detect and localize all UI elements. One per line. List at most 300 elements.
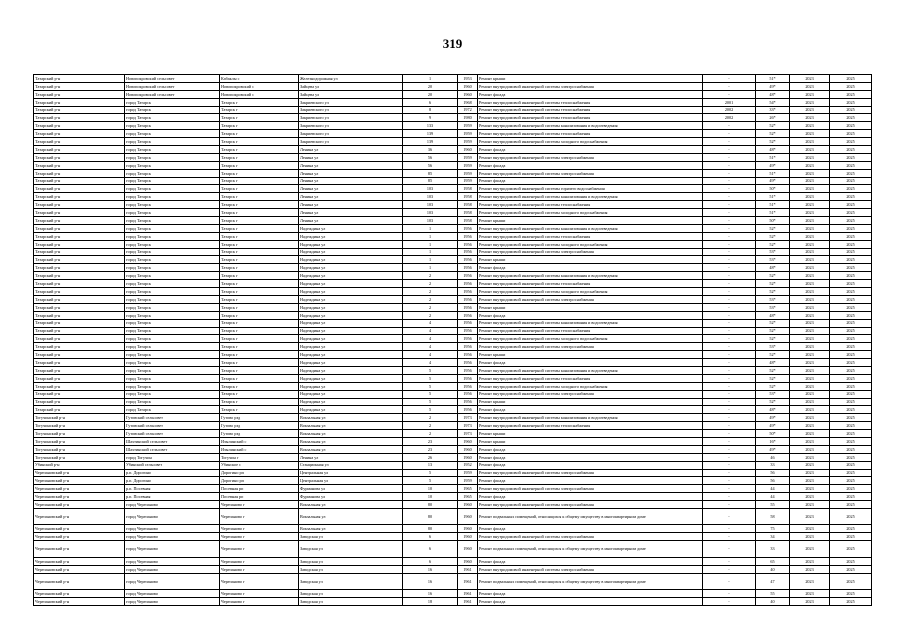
year-to-cell: 2025 [830, 351, 872, 359]
build-year-cell: 1956 [458, 327, 478, 335]
work-type-cell: Ремонт крыши [478, 75, 703, 83]
street-cell: Ленина ул [299, 177, 403, 185]
build-year-cell: 1953 [458, 75, 478, 83]
street-cell: Закриевского ул [299, 98, 403, 106]
municipality-cell: город Черепаново [125, 541, 220, 558]
year-from-cell: 2023 [790, 146, 830, 154]
locality-cell: Новопокровский с [220, 90, 299, 98]
year-to-cell: 2025 [830, 501, 872, 509]
locality-cell: Татарск г [220, 169, 299, 177]
street-cell: Зайцева ул [299, 82, 403, 90]
municipality-cell: город Татарск [125, 138, 220, 146]
table-row [34, 453, 872, 461]
table-row [34, 508, 872, 525]
year-to-cell: 2025 [830, 280, 872, 288]
district-cell: Татарский р-н [34, 398, 125, 406]
district-cell: Татарский р-н [34, 264, 125, 272]
year-from-cell: 2023 [790, 461, 830, 469]
municipality-cell: город Татарск [125, 319, 220, 327]
table-row [34, 469, 872, 477]
municipality-cell: город Татарск [125, 217, 220, 225]
year-to-cell: 2025 [830, 327, 872, 335]
street-cell: Надеждина ул [299, 319, 403, 327]
municipality-cell: Шахтинский сельсовет [125, 445, 220, 453]
street-cell: Надеждина ул [299, 256, 403, 264]
house-number-cell: 26 [403, 453, 458, 461]
year-to-cell: 2025 [830, 256, 872, 264]
dash-cell: - [703, 82, 756, 90]
build-year-cell: 1956 [458, 319, 478, 327]
municipality-cell: город Татарск [125, 280, 220, 288]
number-cell: 52* [756, 398, 790, 406]
year-to-cell: 2025 [830, 193, 872, 201]
work-type-cell: Ремонт внутридомовой инженерной системы электроснабжения [478, 295, 703, 303]
locality-cell: Татарск г [220, 248, 299, 256]
build-year-cell: 1958 [458, 185, 478, 193]
work-type-cell: Ремонт крыши [478, 351, 703, 359]
municipality-cell: город Черепаново [125, 501, 220, 509]
year-from-cell: 2023 [790, 264, 830, 272]
build-year-cell: 1961 [458, 597, 478, 605]
build-year-cell: 1956 [458, 232, 478, 240]
street-cell: Надеждина ул [299, 264, 403, 272]
municipality-cell: город Черепаново [125, 590, 220, 598]
table-row [34, 256, 872, 264]
locality-cell: Татарск г [220, 98, 299, 106]
build-year-cell: 1972 [458, 106, 478, 114]
table-row [34, 477, 872, 485]
year-from-cell: 2023 [790, 565, 830, 573]
year-to-cell: 2025 [830, 209, 872, 217]
street-cell: Железнодорожная ул [299, 75, 403, 83]
municipality-cell: город Татарск [125, 232, 220, 240]
district-cell: Черепановский р-н [34, 493, 125, 501]
district-cell: Татарский р-н [34, 217, 125, 225]
dash-cell: - [703, 508, 756, 525]
table-row [34, 406, 872, 414]
street-cell: Надеждина ул [299, 232, 403, 240]
year-to-cell: 2025 [830, 169, 872, 177]
municipality-cell: город Татарск [125, 311, 220, 319]
locality-cell: Кабаклы с [220, 75, 299, 83]
locality-cell: Убинское с [220, 461, 299, 469]
locality-cell: Татарск г [220, 359, 299, 367]
work-type-cell: Ремонт фасада [478, 597, 703, 605]
district-cell: Татарский р-н [34, 359, 125, 367]
number-cell: 49* [756, 422, 790, 430]
house-number-cell: 9 [403, 114, 458, 122]
number-cell: 51* [756, 209, 790, 217]
number-cell: 52* [756, 280, 790, 288]
build-year-cell: 1959 [458, 153, 478, 161]
street-cell: Вокзальная ул [299, 525, 403, 533]
year-from-cell: 2023 [790, 75, 830, 83]
district-cell: Тогучинский р-н [34, 422, 125, 430]
municipality-cell: город Татарск [125, 106, 220, 114]
dash-cell: 2002 [703, 114, 756, 122]
work-type-cell: Ремонт подвальных помещений, относящихся к общему имуществу в многоквартирном доме [478, 508, 703, 525]
municipality-cell: город Татарск [125, 327, 220, 335]
build-year-cell: 1956 [458, 406, 478, 414]
work-type-cell: Ремонт фасада [478, 161, 703, 169]
house-number-cell: 23 [403, 437, 458, 445]
street-cell: Надеждина ул [299, 351, 403, 359]
build-year-cell: 1961 [458, 573, 478, 590]
municipality-cell: город Татарск [125, 359, 220, 367]
year-from-cell: 2023 [790, 201, 830, 209]
district-cell: Черепановский р-н [34, 501, 125, 509]
year-to-cell: 2025 [830, 98, 872, 106]
work-type-cell: Ремонт крыши [478, 430, 703, 438]
dash-cell: - [703, 240, 756, 248]
build-year-cell: 1965 [458, 485, 478, 493]
house-number-cell: 103 [403, 217, 458, 225]
district-cell: Черепановский р-н [34, 485, 125, 493]
municipality-cell: город Татарск [125, 272, 220, 280]
municipality-cell: р.п. Посевная [125, 493, 220, 501]
build-year-cell: 1958 [458, 217, 478, 225]
municipality-cell: город Татарск [125, 193, 220, 201]
locality-cell: Татарск г [220, 374, 299, 382]
table-row [34, 573, 872, 590]
locality-cell: Тогучин г [220, 453, 299, 461]
year-from-cell: 2023 [790, 366, 830, 374]
number-cell: 47 [756, 573, 790, 590]
build-year-cell: 1959 [458, 130, 478, 138]
locality-cell: Черепаново г [220, 597, 299, 605]
house-number-cell: 103 [403, 201, 458, 209]
work-type-cell: Ремонт внутридомовой инженерной системы электроснабжения [478, 390, 703, 398]
district-cell: Черепановский р-н [34, 565, 125, 573]
street-cell: Заводская ул [299, 565, 403, 573]
table-row [34, 138, 872, 146]
work-type-cell: Ремонт фасада [478, 359, 703, 367]
table-row [34, 597, 872, 605]
dash-cell: - [703, 193, 756, 201]
year-from-cell: 2023 [790, 335, 830, 343]
district-cell: Татарский р-н [34, 75, 125, 83]
dash-cell: - [703, 398, 756, 406]
number-cell: 51* [756, 201, 790, 209]
house-number-cell: 103 [403, 185, 458, 193]
table-row [34, 430, 872, 438]
house-number-cell: 16 [403, 573, 458, 590]
municipality-cell: город Татарск [125, 114, 220, 122]
year-from-cell: 2023 [790, 114, 830, 122]
build-year-cell: 1959 [458, 169, 478, 177]
build-year-cell: 1958 [458, 193, 478, 201]
municipality-cell: город Черепаново [125, 533, 220, 541]
locality-cell: Татарск г [220, 217, 299, 225]
dash-cell: - [703, 374, 756, 382]
year-from-cell: 2023 [790, 209, 830, 217]
number-cell: 52* [756, 240, 790, 248]
dash-cell: - [703, 390, 756, 398]
house-number-cell: 10 [403, 485, 458, 493]
table-row [34, 177, 872, 185]
build-year-cell: 1959 [458, 177, 478, 185]
table-row [34, 130, 872, 138]
year-to-cell: 2025 [830, 295, 872, 303]
municipality-cell: р.п. Посевная [125, 485, 220, 493]
street-cell: Надеждина ул [299, 390, 403, 398]
number-cell: 53* [756, 295, 790, 303]
table-row [34, 122, 872, 130]
district-cell: Татарский р-н [34, 90, 125, 98]
locality-cell: Черепаново г [220, 501, 299, 509]
work-type-cell: Ремонт внутридомовой инженерной системы теплоснабжения [478, 106, 703, 114]
table-row [34, 209, 872, 217]
table-row [34, 114, 872, 122]
district-cell: Тогучинский р-н [34, 430, 125, 438]
locality-cell: Татарск г [220, 138, 299, 146]
street-cell: Надеждина ул [299, 288, 403, 296]
municipality-cell: город Татарск [125, 295, 220, 303]
dash-cell: - [703, 90, 756, 98]
work-type-cell: Ремонт внутридомовой инженерной системы холодного водоснабжения [478, 209, 703, 217]
number-cell: 52* [756, 224, 790, 232]
number-cell: 52* [756, 130, 790, 138]
house-number-cell: 10 [403, 493, 458, 501]
municipality-cell: Новопокровский сельсовет [125, 75, 220, 83]
street-cell: Центральная ул [299, 477, 403, 485]
street-cell: Закриевского ул [299, 130, 403, 138]
municipality-cell: город Татарск [125, 122, 220, 130]
street-cell: Центральная ул [299, 469, 403, 477]
district-cell: Татарский р-н [34, 201, 125, 209]
number-cell: 52* [756, 366, 790, 374]
district-cell: Черепановский р-н [34, 533, 125, 541]
street-cell: Вокзальная ул [299, 414, 403, 422]
municipality-cell: город Черепаново [125, 557, 220, 565]
locality-cell: Дорогино рп [220, 469, 299, 477]
work-type-cell: Ремонт фасада [478, 146, 703, 154]
house-number-cell: 36 [403, 146, 458, 154]
number-cell: 33 [756, 461, 790, 469]
year-to-cell: 2025 [830, 557, 872, 565]
work-type-cell: Ремонт внутридомовой инженерной системы канализования и водоотведения [478, 122, 703, 130]
street-cell: Надеждина ул [299, 303, 403, 311]
district-cell: Татарский р-н [34, 351, 125, 359]
build-year-cell: 1959 [458, 122, 478, 130]
locality-cell: Черепаново г [220, 565, 299, 573]
year-to-cell: 2025 [830, 343, 872, 351]
year-from-cell: 2023 [790, 573, 830, 590]
number-cell: 53* [756, 256, 790, 264]
district-cell: Черепановский р-н [34, 477, 125, 485]
locality-cell: Татарск г [220, 343, 299, 351]
street-cell: Ленина ул [299, 193, 403, 201]
number-cell: 49* [756, 82, 790, 90]
work-type-cell: Ремонт фасада [478, 90, 703, 98]
table-row [34, 382, 872, 390]
dash-cell: - [703, 201, 756, 209]
locality-cell: Татарск г [220, 272, 299, 280]
municipality-cell: город Татарск [125, 343, 220, 351]
district-cell: Татарский р-н [34, 248, 125, 256]
number-cell: 56 [756, 469, 790, 477]
table-row [34, 288, 872, 296]
work-type-cell: Ремонт внутридомовой инженерной системы электроснабжения [478, 533, 703, 541]
build-year-cell: 1956 [458, 351, 478, 359]
build-year-cell: 1960 [458, 445, 478, 453]
build-year-cell: 1956 [458, 240, 478, 248]
year-from-cell: 2023 [790, 169, 830, 177]
municipality-cell: город Татарск [125, 224, 220, 232]
year-from-cell: 2023 [790, 453, 830, 461]
table-row [34, 335, 872, 343]
street-cell: Вокзальная ул [299, 422, 403, 430]
district-cell: Татарский р-н [34, 311, 125, 319]
house-number-cell: 56 [403, 153, 458, 161]
locality-cell: Татарск г [220, 130, 299, 138]
street-cell: Закриевского ул [299, 114, 403, 122]
municipality-cell: р.п. Дорогино [125, 477, 220, 485]
number-cell: 52* [756, 382, 790, 390]
district-cell: Тогучинский р-н [34, 445, 125, 453]
work-type-cell: Ремонт внутридомовой инженерной системы канализования и водоотведения [478, 319, 703, 327]
dash-cell: - [703, 303, 756, 311]
year-to-cell: 2025 [830, 525, 872, 533]
municipality-cell: город Татарск [125, 146, 220, 154]
municipality-cell: город Татарск [125, 382, 220, 390]
district-cell: Татарский р-н [34, 319, 125, 327]
number-cell: 46 [756, 453, 790, 461]
year-to-cell: 2025 [830, 493, 872, 501]
locality-cell: Татарск г [220, 193, 299, 201]
dash-cell: - [703, 597, 756, 605]
municipality-cell: город Татарск [125, 98, 220, 106]
house-number-cell: 13 [403, 461, 458, 469]
locality-cell: Татарск г [220, 390, 299, 398]
number-cell: 53* [756, 343, 790, 351]
table-row [34, 414, 872, 422]
year-to-cell: 2025 [830, 232, 872, 240]
municipality-cell: город Черепаново [125, 573, 220, 590]
year-to-cell: 2025 [830, 138, 872, 146]
work-type-cell: Ремонт внутридомовой инженерной системы теплоснабжения [478, 422, 703, 430]
dash-cell: - [703, 177, 756, 185]
build-year-cell: 1956 [458, 303, 478, 311]
work-type-cell: Ремонт фасада [478, 311, 703, 319]
street-cell: Надеждина ул [299, 406, 403, 414]
dash-cell: - [703, 256, 756, 264]
number-cell: 52* [756, 122, 790, 130]
year-from-cell: 2023 [790, 217, 830, 225]
dash-cell: - [703, 130, 756, 138]
district-cell: Черепановский р-н [34, 557, 125, 565]
district-cell: Тогучинский р-н [34, 437, 125, 445]
work-type-cell: Ремонт фасада [478, 406, 703, 414]
number-cell: 16* [756, 437, 790, 445]
district-cell: Татарский р-н [34, 390, 125, 398]
locality-cell: Татарск г [220, 303, 299, 311]
street-cell: Надеждина ул [299, 280, 403, 288]
locality-cell: Татарск г [220, 177, 299, 185]
district-cell: Татарский р-н [34, 161, 125, 169]
municipality-cell: город Татарск [125, 161, 220, 169]
table-row [34, 280, 872, 288]
house-number-cell: 103 [403, 193, 458, 201]
street-cell: Вокзальная ул [299, 501, 403, 509]
year-to-cell: 2025 [830, 590, 872, 598]
district-cell: Черепановский р-н [34, 469, 125, 477]
dash-cell: - [703, 319, 756, 327]
year-to-cell: 2025 [830, 240, 872, 248]
build-year-cell: 1956 [458, 343, 478, 351]
number-cell: 40 [756, 597, 790, 605]
house-number-cell: 6 [403, 557, 458, 565]
year-to-cell: 2025 [830, 445, 872, 453]
district-cell: Татарский р-н [34, 295, 125, 303]
dash-cell: - [703, 146, 756, 154]
district-cell: Татарский р-н [34, 280, 125, 288]
build-year-cell: 1956 [458, 256, 478, 264]
number-cell: 58 [756, 508, 790, 525]
street-cell: Ленина ул [299, 153, 403, 161]
year-to-cell: 2025 [830, 106, 872, 114]
year-from-cell: 2023 [790, 437, 830, 445]
dash-cell: - [703, 382, 756, 390]
build-year-cell: 1965 [458, 493, 478, 501]
district-cell: Тогучинский р-н [34, 414, 125, 422]
street-cell: Ленина ул [299, 201, 403, 209]
year-to-cell: 2025 [830, 508, 872, 525]
number-cell: 33* [756, 106, 790, 114]
street-cell: Надеждина ул [299, 240, 403, 248]
year-to-cell: 2025 [830, 469, 872, 477]
dash-cell: - [703, 272, 756, 280]
street-cell: Надеждина ул [299, 359, 403, 367]
district-cell: Черепановский р-н [34, 508, 125, 525]
street-cell: Надеждина ул [299, 311, 403, 319]
municipality-cell: Убинский сельсовет [125, 461, 220, 469]
house-number-cell: 1 [403, 75, 458, 83]
street-cell: Ленина ул [299, 217, 403, 225]
work-type-cell: Ремонт фасада [478, 590, 703, 598]
year-to-cell: 2025 [830, 319, 872, 327]
locality-cell: Татарск г [220, 398, 299, 406]
house-number-cell: 4 [403, 343, 458, 351]
house-number-cell: 2 [403, 414, 458, 422]
dash-cell: - [703, 557, 756, 565]
number-cell: 34 [756, 533, 790, 541]
table-row [34, 557, 872, 565]
district-cell: Татарский р-н [34, 272, 125, 280]
table-row [34, 541, 872, 558]
work-type-cell: Ремонт внутридомовой инженерной системы электроснабжения [478, 248, 703, 256]
work-type-cell: Ремонт внутридомовой инженерной системы теплоснабжения [478, 374, 703, 382]
year-to-cell: 2025 [830, 382, 872, 390]
municipality-cell: город Татарск [125, 240, 220, 248]
number-cell: 50* [756, 185, 790, 193]
year-to-cell: 2025 [830, 533, 872, 541]
table-row [34, 359, 872, 367]
street-cell: Надеждина ул [299, 224, 403, 232]
year-to-cell: 2025 [830, 597, 872, 605]
year-from-cell: 2023 [790, 193, 830, 201]
work-type-cell: Ремонт внутридомовой инженерной системы горячего водоснабжения [478, 185, 703, 193]
municipality-cell: город Татарск [125, 185, 220, 193]
house-number-cell: 85 [403, 177, 458, 185]
year-from-cell: 2023 [790, 177, 830, 185]
table-row [34, 264, 872, 272]
dash-cell: - [703, 469, 756, 477]
year-to-cell: 2025 [830, 461, 872, 469]
street-cell: Надеждина ул [299, 335, 403, 343]
table-row [34, 169, 872, 177]
year-to-cell: 2025 [830, 437, 872, 445]
